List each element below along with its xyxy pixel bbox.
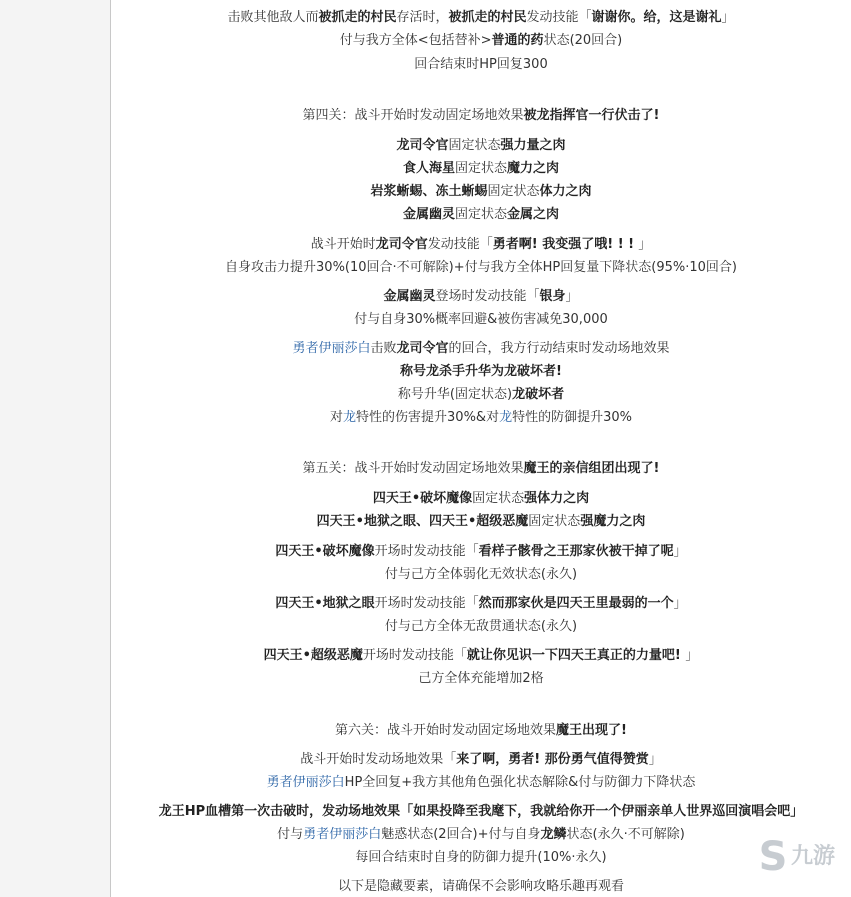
line-text: 发动技能「 <box>427 237 493 252</box>
text-line <box>111 878 851 896</box>
line-text: 存活时， <box>396 10 449 25</box>
jiuyou-watermark-logo <box>751 835 847 879</box>
line-text: 付与自身30%概率回避&被伤害减免30,000 <box>354 312 608 327</box>
line-text: 固定状态 <box>487 184 540 199</box>
bold-term: 魔力之肉 <box>507 161 560 176</box>
link-term[interactable]: 勇者伊丽莎白 <box>266 775 345 790</box>
bold-term: 魔王的亲信组团出现了! <box>523 461 660 476</box>
text-line <box>111 849 851 867</box>
line-text: 己方全体充能增加2格 <box>418 671 544 686</box>
bold-term: 」 <box>790 804 804 819</box>
bold-term: 龙鳞 <box>540 827 567 842</box>
bold-term: 四天王•地狱之眼、四天王•超级恶魔 <box>316 514 529 529</box>
line-text: 对 <box>330 410 344 425</box>
line-text: 击败其他敌人而 <box>227 10 319 25</box>
line-text: 发动技能「 <box>526 10 592 25</box>
text-line <box>111 490 851 508</box>
bold-term: 食人海星 <box>402 161 455 176</box>
line-text: 登场时发动技能「 <box>435 289 540 304</box>
article-body <box>111 0 851 897</box>
text-line <box>111 566 851 584</box>
text-line <box>111 513 851 531</box>
text-line <box>111 236 851 254</box>
left-gutter <box>0 0 110 897</box>
text-line <box>111 259 851 277</box>
line-text: 固定状态 <box>528 514 581 529</box>
text-line <box>111 409 851 427</box>
bold-term: 龙破坏者 <box>512 387 565 402</box>
line-text: 」 <box>685 648 699 663</box>
bold-term: 岩浆蜥蜴、冻土蜥蜴 <box>370 184 488 199</box>
text-line <box>111 206 851 224</box>
line-text: 战斗开始时 <box>310 237 376 252</box>
text-line <box>111 160 851 178</box>
line-text: 付与 <box>277 827 304 842</box>
bold-term: 四天王•破坏魔像 <box>372 491 473 506</box>
bold-term: 四天王•破坏魔像 <box>275 544 375 559</box>
line-text: 战斗开始时发动场地效果「 <box>300 752 457 767</box>
bold-term: 体力之肉 <box>539 184 592 199</box>
bold-term: 来了啊，勇者! 那份勇气值得赞赏 <box>456 752 649 767</box>
line-text: 魅惑状态(2回合)+付与自身 <box>381 827 541 842</box>
text-line <box>111 137 851 155</box>
line-text: 以下是隐藏要素，请确保不会影响攻略乐趣再观看 <box>337 879 624 894</box>
line-text: 付与己方全体无敌贯通状态(永久) <box>384 619 578 634</box>
bold-term: 就让你见识一下四天王真正的力量吧! <box>466 648 686 663</box>
line-text: 」 <box>565 289 579 304</box>
text-line <box>111 107 851 125</box>
line-text: 固定状态 <box>454 207 507 222</box>
line-text: 特性的伤害提升30%&对 <box>356 410 500 425</box>
text-line <box>111 340 851 358</box>
text-line <box>111 32 851 50</box>
line-text: 第六关：战斗开始时发动固定场地效果 <box>335 723 557 738</box>
line-text: 开场时发动技能「 <box>362 648 467 663</box>
text-line <box>111 722 851 740</box>
bold-term: 金属之肉 <box>507 207 560 222</box>
bold-term: 金属幽灵 <box>402 207 455 222</box>
line-text: 回合结束时HP回复300 <box>414 57 548 72</box>
line-text: 状态(永久·不可解除) <box>566 827 685 842</box>
text-line <box>111 751 851 769</box>
line-text: 固定状态 <box>448 138 501 153</box>
link-term[interactable]: 龙 <box>343 410 357 425</box>
line-text: 击败 <box>370 341 397 356</box>
bold-term: 谢谢你。给，这是谢礼 <box>591 10 722 25</box>
line-text: 」 <box>721 10 735 25</box>
jiuyou-logo-text: 九游 <box>791 844 836 869</box>
line-text: 每回合结束时自身的防御力提升(10%·永久) <box>355 850 607 865</box>
bold-term: 强力量之肉 <box>500 138 566 153</box>
text-line <box>111 647 851 665</box>
line-text: 第四关：战斗开始时发动固定场地效果 <box>302 108 524 123</box>
line-text: 第五关：战斗开始时发动固定场地效果 <box>302 461 524 476</box>
line-text: 付与我方全体<包括替补> <box>339 33 492 48</box>
text-line <box>111 774 851 792</box>
text-line <box>111 183 851 201</box>
text-line <box>111 595 851 613</box>
line-text: 」 <box>673 596 687 611</box>
text-line <box>111 386 851 404</box>
line-text: 自身攻击力提升30%(10回合·不可解除)+付与我方全体HP回复量下降状态(95%·10回合) <box>225 260 737 275</box>
bold-term: 普通的药 <box>491 33 544 48</box>
text-line <box>111 460 851 478</box>
bold-term: 被龙指挥官一行伏击了! <box>523 108 660 123</box>
bold-term: 被抓走的村民 <box>448 10 527 25</box>
line-text: 固定状态 <box>454 161 507 176</box>
bold-term: 魔王出现了! <box>556 723 627 738</box>
text-line <box>111 618 851 636</box>
line-text: 开场时发动技能「 <box>374 596 479 611</box>
text-line <box>111 9 851 27</box>
bold-term: 金属幽灵 <box>383 289 436 304</box>
link-term[interactable]: 勇者伊丽莎白 <box>292 341 371 356</box>
text-line <box>111 363 851 381</box>
bold-term: 强魔力之肉 <box>580 514 646 529</box>
line-text: 固定状态 <box>472 491 525 506</box>
line-text: HP全回复+我方其他角色强化状态解除&付与防御力下降状态 <box>344 775 696 790</box>
line-text: 称号升华(固定状态) <box>397 387 513 402</box>
text-line <box>111 288 851 306</box>
bold-term: 龙司令官 <box>396 341 449 356</box>
bold-term: 龙王HP血槽第一次击破时，发动场地效果「 <box>158 804 414 819</box>
bold-term: 称号龙杀手升华为龙破坏者! <box>400 364 562 379</box>
link-term[interactable]: 勇者伊丽莎白 <box>303 827 382 842</box>
text-line <box>111 803 851 821</box>
line-text: 」 <box>634 237 652 252</box>
bold-term: 勇者啊! 我变强了哦! ! ! <box>492 237 635 252</box>
line-text: 」 <box>648 752 662 767</box>
line-text: 付与己方全体弱化无效状态(永久) <box>384 567 578 582</box>
text-line <box>111 826 851 844</box>
link-term[interactable]: 龙 <box>499 410 513 425</box>
text-line <box>111 543 851 561</box>
bold-term: 龙司令官 <box>396 138 449 153</box>
line-text: 特性的防御提升30% <box>512 410 632 425</box>
line-text: 状态(20回合) <box>543 33 623 48</box>
jiuyou-logo-icon: S <box>758 834 788 880</box>
bold-term: 四天王•地狱之眼 <box>275 596 375 611</box>
bold-term: 看样子骸骨之王那家伙被干掉了呢 <box>478 544 674 559</box>
bold-term: 龙司令官 <box>375 237 428 252</box>
bold-term: 银身 <box>539 289 566 304</box>
text-line <box>111 56 851 74</box>
bold-term: 然而那家伙是四天王里最弱的一个 <box>478 596 674 611</box>
bold-term: 被抓走的村民 <box>318 10 397 25</box>
line-text: 」 <box>673 544 687 559</box>
bold-term: 强体力之肉 <box>524 491 590 506</box>
bold-term: 如果投降至我麾下，我就给你开一个伊丽亲单人世界巡回演唱会吧 <box>413 804 791 819</box>
line-text: 开场时发动技能「 <box>374 544 479 559</box>
text-line <box>111 670 851 688</box>
line-text: 的回合，我方行动结束时发动场地效果 <box>448 341 670 356</box>
bold-term: 四天王•超级恶魔 <box>263 648 363 663</box>
text-line <box>111 311 851 329</box>
